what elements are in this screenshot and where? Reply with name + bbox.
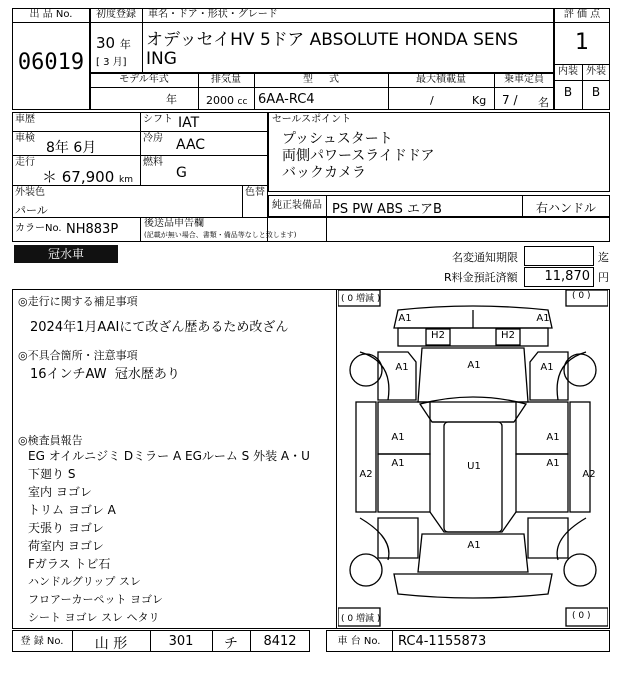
tire-box-bottom-right: ( 0 ): [572, 611, 591, 621]
aftermarket-label: 後送品申告欄: [144, 218, 204, 229]
ac-label: 冷房: [143, 133, 163, 144]
shift-label: シフト: [143, 114, 173, 125]
inspector-line: 下廻り S: [28, 467, 76, 481]
car-name-label: 車名・ドア・形状・グレード: [148, 9, 278, 20]
inspector-line: 室内 ヨゴレ: [28, 485, 92, 499]
mark-headlight-left: H2: [431, 330, 445, 341]
color-no-label: カラーNo.: [15, 223, 62, 234]
inspector-line: シート ヨゴレ スレ ヘタリ: [28, 611, 160, 624]
inspection-value: 8年 6月: [46, 140, 97, 156]
tire-box-top-right: ( 0 ): [572, 291, 591, 301]
mark-front-fender-right: A1: [540, 362, 554, 373]
max-load-label: 最大積載量: [416, 74, 466, 85]
model-year-label: モデル年式: [119, 74, 169, 85]
recycle-fee-unit: 円: [598, 271, 609, 284]
chassis-number: RC4-1155873: [398, 634, 487, 649]
fuel-label: 燃料: [143, 157, 163, 168]
capacity-value: 7 /: [502, 93, 518, 107]
name-change-deadline-box: [524, 246, 594, 266]
mark-headlight-right: H2: [501, 330, 515, 341]
history-label: 車歴: [15, 114, 35, 125]
model-year-unit: 年: [166, 93, 177, 106]
name-change-deadline-label: 名変通知期限: [452, 251, 518, 264]
max-load-slash: /: [430, 94, 434, 107]
inspector-line: EG オイルニジミ Dミラー A EGルーム S 外装 A・U: [28, 449, 310, 463]
mark-front-fender-left: A1: [395, 362, 409, 373]
registration-class: 301: [168, 634, 194, 649]
driving-notes-text: 2024年1月AAIにて改ざん歴あるため改ざん: [30, 320, 289, 335]
lot-number-label: 出 品 No.: [29, 9, 73, 20]
car-damage-diagram: [338, 290, 608, 628]
capacity-label: 乗車定員: [504, 74, 544, 85]
registration-area: 山 形: [94, 636, 128, 652]
mark-rear-fender-left: A2: [359, 469, 373, 480]
mark-rear-door-left: A1: [391, 458, 405, 469]
exterior-color-value: パール: [15, 204, 48, 217]
inspector-line: 天張り ヨゴレ: [28, 521, 104, 535]
displacement: 2000 cc: [206, 94, 248, 107]
mark-front-door-right: A1: [546, 432, 560, 443]
sales-point-1: プッシュスタート: [282, 131, 393, 147]
mileage-label: 走行: [15, 157, 35, 168]
score-label: 評 価 点: [563, 9, 601, 20]
mark-front-bumper-right: A1: [536, 313, 550, 324]
chassis-label: 車 台 No.: [337, 636, 381, 647]
genuine-equipment-value: PS PW ABS エアB: [332, 202, 442, 217]
inspector-line: ハンドルグリップ スレ: [28, 575, 141, 588]
lot-number: 06019: [17, 50, 85, 75]
registration-number: 8412: [263, 634, 297, 649]
displacement-label: 排気量: [211, 74, 241, 85]
inspector-line: フロアーカーペット ヨゴレ: [28, 593, 163, 606]
driving-notes-label: ◎走行に関する補足事項: [18, 295, 138, 308]
first-registration-year: 30 年: [96, 34, 131, 52]
inspector-line: 荷室内 ヨゴレ: [28, 539, 104, 553]
mark-rear-door-right: A1: [546, 458, 560, 469]
car-name-line1: オデッセイHV 5ドア ABSOLUTE HONDA SENS: [146, 30, 519, 50]
steering-value: 右ハンドル: [535, 201, 596, 215]
interior-label: 内装: [558, 66, 578, 77]
flood-badge: 冠水車: [14, 245, 118, 263]
exterior-color-label: 外装色: [15, 187, 45, 198]
recycle-fee-value: 11,870: [544, 269, 590, 284]
genuine-equipment-label: 純正装備品: [272, 200, 322, 211]
mark-rear-gate: A1: [467, 540, 481, 551]
shift-value: IAT: [178, 115, 200, 131]
first-registration-label: 初度登録: [96, 9, 136, 20]
registration-kana: チ: [224, 636, 238, 652]
name-change-deadline-unit: 迄: [598, 251, 609, 264]
tire-box-top-left: ( 0 増減 ): [341, 294, 381, 304]
inspector-line: トリム ヨゴレ A: [28, 503, 116, 517]
exterior-grade: B: [591, 85, 601, 99]
sales-point-2: 両側パワースライドドア: [282, 148, 435, 164]
max-load-unit: Kg: [472, 94, 487, 107]
model-type: 6AA-RC4: [258, 92, 315, 107]
color-change-label: 色替: [245, 187, 265, 198]
first-registration-month: [ 3 月]: [96, 57, 127, 68]
fuel-value: G: [176, 165, 187, 181]
mark-roof: U1: [467, 461, 481, 472]
exterior-label: 外装: [586, 66, 606, 77]
inspection-label: 車検: [15, 133, 35, 144]
inspector-line: Fガラス トビ石: [28, 557, 111, 571]
tire-box-bottom-left: ( 0 増減 ): [341, 614, 381, 624]
car-name-line2: ING: [146, 49, 177, 69]
score-value: 1: [575, 30, 589, 55]
defects-label: ◎不具合箇所・注意事項: [18, 349, 138, 362]
defects-text: 16インチAW 冠水歴あり: [30, 367, 180, 382]
mark-front-bumper-left: A1: [398, 313, 412, 324]
mileage-value: ＊ 67,900 km: [42, 168, 134, 186]
mark-front-door-left: A1: [391, 432, 405, 443]
aftermarket-note: (記載が無い場合、書類・備品等なしと致します): [144, 231, 297, 239]
color-no-value: NH883P: [66, 222, 119, 237]
mark-bonnet: A1: [467, 360, 481, 371]
capacity-unit: 名: [538, 96, 549, 109]
recycle-fee-label: R料金預託済額: [444, 271, 518, 284]
interior-grade: B: [563, 85, 573, 99]
registration-label: 登 録 No.: [20, 636, 64, 647]
sales-points-label: セールスポイント: [272, 114, 352, 125]
inspector-report-label: ◎検査員報告: [18, 434, 83, 447]
mark-rear-fender-right: A2: [582, 469, 596, 480]
model-type-label: 型 式: [303, 74, 339, 85]
ac-value: AAC: [176, 137, 206, 153]
sales-point-3: バックカメラ: [282, 165, 366, 181]
